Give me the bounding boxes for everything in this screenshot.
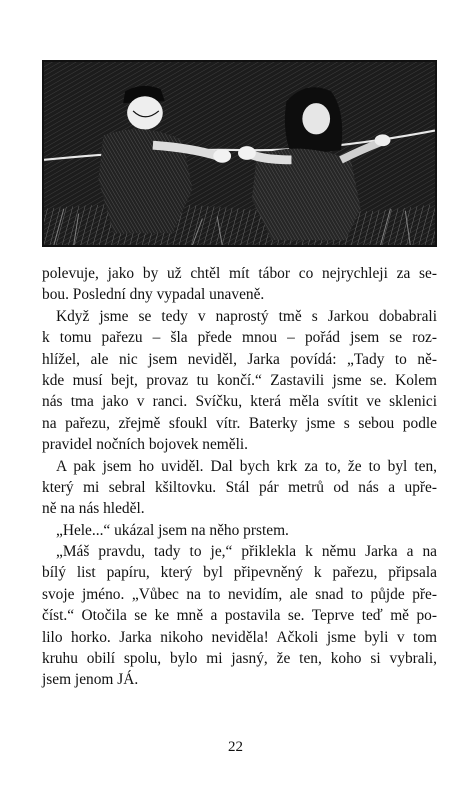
text-line: nás tma jako v ranci. Svíčku, která měla svítit ve sklenici xyxy=(42,393,437,411)
text-line: pravidel nočních bojovek neměli. xyxy=(42,436,249,454)
illustration-frame xyxy=(42,60,437,247)
text-line: bílý list papíru, který byl připevněný k pařezu, připsala xyxy=(42,564,437,582)
rope-pulling-illustration-icon xyxy=(44,62,435,245)
text-line: na pařezu, zřejmě sfoukl vítr. Baterky jsme s sebou podle xyxy=(42,414,437,432)
text-line: polevuje, jako by už chtěl mít tábor co nejrychleji za se- xyxy=(42,265,437,282)
text-line: číst.“ Otočila se ke mně a postavila se. Teprve teď mě po- xyxy=(42,607,437,625)
text-line: „Máš pravdu, tady to je,“ přiklekla k němu Jarka a na xyxy=(56,543,437,561)
text-line: bou. Poslední dny vypadal unaveně. xyxy=(42,286,265,304)
text-line: svoje jméno. „Vůbec na to nevidím, ale snad to půjde pře- xyxy=(42,585,437,603)
text-line: který mi sebral kšiltovku. Stál pár metrů od nás a upře- xyxy=(42,478,437,496)
text-line: hlížel, ale nic jsem neviděl, Jarka povídá: „Tady to ně- xyxy=(42,350,437,368)
text-line: Když jsme se tedy v naprostý tmě s Jarkou dobabrali xyxy=(56,307,437,325)
text-line: A pak jsem ho uviděl. Dal bych krk za to, že to byl ten, xyxy=(56,457,437,475)
body-text xyxy=(42,263,437,691)
page-number: 22 xyxy=(228,739,243,755)
text-line: „Hele...“ ukázal jsem na něho prstem. xyxy=(56,521,289,539)
text-line: jsem jenom JÁ. xyxy=(42,671,139,689)
text-line: k tomu pařezu – šla přede mnou – pořád jsem se roz- xyxy=(42,329,437,347)
text-line: lilo horko. Jarka nikoho neviděla! Ačkoli jsme byli v tom xyxy=(42,628,437,646)
text-line: kde musí bejt, provaz tu končí.“ Zastavili jsme se. Kolem xyxy=(42,371,437,389)
text-line: ně na nás hleděl. xyxy=(42,500,145,518)
text-line: kruhu obilí spolu, bylo mi jasný, že ten, koho si vybrali, xyxy=(42,650,437,668)
